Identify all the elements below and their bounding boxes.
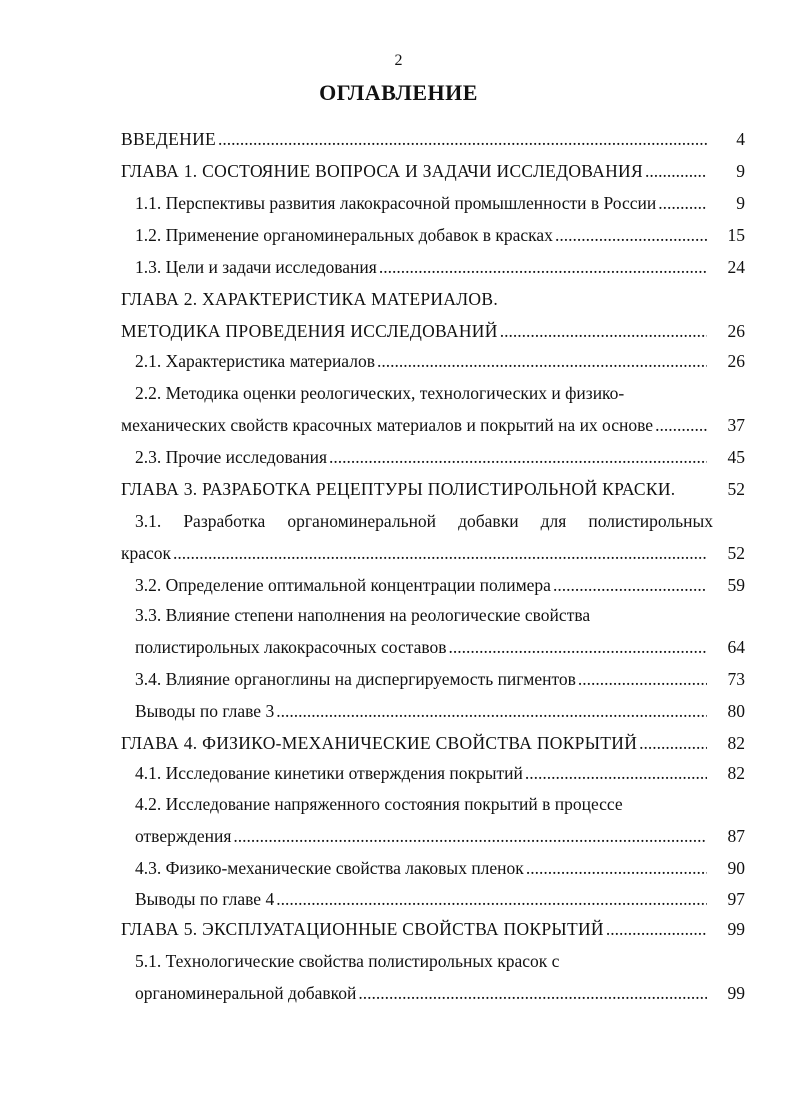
toc-entry-text: Выводы по главе 3 <box>135 701 275 721</box>
toc-entry-text: 2.3. Прочие исследования <box>135 447 328 467</box>
toc-entry-section-3-3-line-2[interactable] <box>0 634 797 660</box>
toc-page-number: 45 <box>727 447 745 467</box>
toc-entry-section-3-4[interactable] <box>0 666 797 692</box>
dot-leader <box>173 540 707 566</box>
toc-entry-section-2-1[interactable] <box>0 348 797 374</box>
toc-page-number: 82 <box>727 763 745 783</box>
toc-entry-section-5-1-line-1[interactable] <box>0 948 797 974</box>
page-number: 2 <box>394 52 403 69</box>
toc-entry-section-3-1-line-2[interactable] <box>0 540 797 566</box>
toc-entry-text: 1.2. Применение органоминеральных добавок в красках <box>135 225 553 245</box>
toc-page-number: 24 <box>727 257 745 277</box>
dot-leader <box>655 412 707 438</box>
dot-leader <box>500 318 707 344</box>
toc-entry-text: 4.3. Физико-механические свойства лаковых пленок <box>135 858 524 878</box>
toc-entry-text: ГЛАВА 5. ЭКСПЛУАТАЦИОННЫЕ СВОЙСТВА ПОКРЫТИЙ <box>121 919 604 939</box>
dot-leader <box>645 158 707 184</box>
toc-entry-text: 2.2. Методика оценки реологических, технологических и физико- <box>135 383 625 403</box>
toc-page-number: 90 <box>727 858 745 878</box>
toc-entry-text: 4.2. Исследование напряженного состояния покрытий в процессе <box>135 794 623 814</box>
toc-entry-chapter-2-line-1[interactable] <box>0 286 797 312</box>
toc-entry-conclusions-4[interactable] <box>0 886 797 912</box>
dot-leader <box>606 916 707 942</box>
toc-page-number: 99 <box>727 919 745 939</box>
toc-page-number: 52 <box>727 543 745 563</box>
toc-entry-section-1-1[interactable] <box>0 190 797 216</box>
dot-leader <box>379 254 707 280</box>
toc-page-number: 99 <box>727 983 745 1003</box>
toc-entry-section-2-2-line-1[interactable] <box>0 380 797 406</box>
toc-entry-section-2-3[interactable] <box>0 444 797 470</box>
toc-entry-text: отверждения <box>135 826 232 846</box>
toc-page-number: 80 <box>727 701 745 721</box>
toc-entry-section-2-2-line-2[interactable] <box>0 412 797 438</box>
toc-page-number: 52 <box>727 479 745 499</box>
dot-leader <box>525 760 707 786</box>
dot-leader <box>218 126 707 152</box>
dot-leader <box>553 572 707 598</box>
dot-leader <box>276 698 707 724</box>
toc-entry-text: ГЛАВА 3. РАЗРАБОТКА РЕЦЕПТУРЫ ПОЛИСТИРОЛЬНОЙ КРАСКИ. <box>121 479 676 499</box>
toc-entry-text: ВВЕДЕНИЕ <box>121 129 217 149</box>
toc-entry-section-4-1[interactable] <box>0 760 797 786</box>
toc-page-number: 73 <box>727 669 745 689</box>
toc-entry-text: 2.1. Характеристика материалов <box>135 351 375 371</box>
toc-entry-introduction[interactable] <box>0 126 797 152</box>
dot-leader <box>639 730 707 756</box>
toc-entry-chapter-5[interactable] <box>0 916 797 942</box>
toc-entry-text: 3.3. Влияние степени наполнения на реологические свойства <box>135 605 591 625</box>
toc-entry-text: полистирольных лакокрасочных составов <box>135 637 447 657</box>
dot-leader <box>578 666 707 692</box>
toc-entry-chapter-4[interactable] <box>0 730 797 756</box>
dot-leader <box>329 444 707 470</box>
toc-entry-section-4-2-line-2[interactable] <box>0 823 797 849</box>
toc-page-number: 87 <box>727 826 745 846</box>
toc-entry-section-1-2[interactable] <box>0 222 797 248</box>
dot-leader <box>658 190 707 216</box>
toc-entry-chapter-1[interactable] <box>0 158 797 184</box>
toc-entry-section-3-2[interactable] <box>0 572 797 598</box>
toc-page-number: 26 <box>727 351 745 371</box>
dot-leader <box>555 222 707 248</box>
toc-entry-section-5-1-line-2[interactable] <box>0 980 797 1006</box>
toc-entry-text: 1.1. Перспективы развития лакокрасочной промышленности в России <box>135 193 657 213</box>
toc-page-number: 82 <box>727 733 745 753</box>
toc-entry-text: 3.2. Определение оптимальной концентрации полимера <box>135 575 551 595</box>
toc-entry-chapter-2-line-2[interactable] <box>0 318 797 344</box>
toc-entry-text: ГЛАВА 1. СОСТОЯНИЕ ВОПРОСА И ЗАДАЧИ ИССЛЕДОВАНИЯ <box>121 161 643 181</box>
toc-entry-text: 1.3. Цели и задачи исследования <box>135 257 377 277</box>
toc-entry-section-1-3[interactable] <box>0 254 797 280</box>
dot-leader <box>526 855 707 881</box>
toc-page-number: 15 <box>727 225 745 245</box>
toc-entry-text: органоминеральной добавкой <box>135 983 357 1003</box>
toc-page-number: 64 <box>727 637 745 657</box>
toc-page-number: 9 <box>736 161 745 181</box>
toc-entry-text: механических свойств красочных материалов и покрытий на их основе <box>121 415 654 435</box>
toc-entry-text: Выводы по главе 4 <box>135 889 275 909</box>
toc-entry-section-3-3-line-1[interactable] <box>0 602 797 628</box>
toc-entry-conclusions-3[interactable] <box>0 698 797 724</box>
toc-page-number: 97 <box>727 889 745 909</box>
dot-leader <box>358 980 707 1006</box>
toc-entry-section-4-2-line-1[interactable] <box>0 791 797 817</box>
toc-page-number: 26 <box>727 321 745 341</box>
toc-page-number: 37 <box>727 415 745 435</box>
page-title: ОГЛАВЛЕНИЕ <box>319 80 478 105</box>
toc-entry-text: 3.4. Влияние органоглины на диспергируемость пигментов <box>135 669 576 689</box>
toc-entry-section-4-3[interactable] <box>0 855 797 881</box>
dot-leader <box>377 348 707 374</box>
toc-entry-section-3-1-line-1[interactable] <box>0 508 797 534</box>
toc-entry-text: МЕТОДИКА ПРОВЕДЕНИЯ ИССЛЕДОВАНИЙ <box>121 321 498 341</box>
toc-entry-text: 4.1. Исследование кинетики отверждения покрытий <box>135 763 523 783</box>
toc-entry-text: 5.1. Технологические свойства полистирольных красок с <box>135 951 560 971</box>
dot-leader <box>276 886 707 912</box>
toc-entry-text: красок <box>121 543 172 563</box>
dot-leader <box>449 634 708 660</box>
toc-entry-chapter-3[interactable] <box>0 476 797 502</box>
dot-leader <box>233 823 707 849</box>
toc-page-number: 4 <box>736 129 745 149</box>
toc-entry-text: 3.1. Разработка органоминеральной добавки для полистирольных <box>135 511 713 531</box>
toc-page-number: 9 <box>736 193 745 213</box>
toc-entry-text: ГЛАВА 4. ФИЗИКО-МЕХАНИЧЕСКИЕ СВОЙСТВА ПОКРЫТИЙ <box>121 733 638 753</box>
toc-page-number: 59 <box>727 575 745 595</box>
toc-entry-text: ГЛАВА 2. ХАРАКТЕРИСТИКА МАТЕРИАЛОВ. <box>121 289 499 309</box>
